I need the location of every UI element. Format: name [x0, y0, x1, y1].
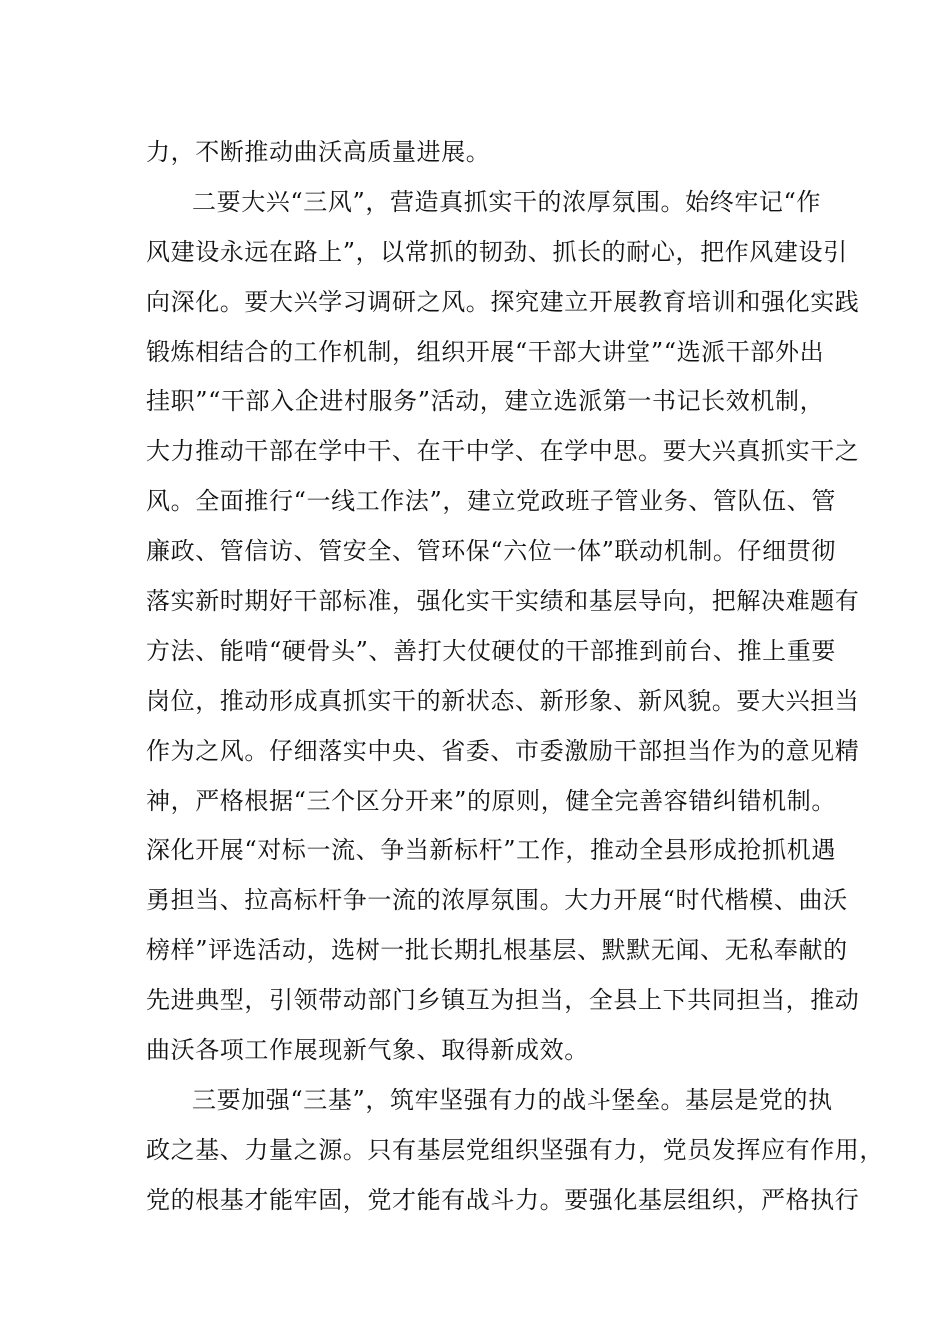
text-line: 党的根基才能牢固，党才能有战斗力。要强化基层组织，严格执行: [146, 1185, 860, 1214]
text-line: 挂职”“干部入企进村服务”活动，建立选派第一书记长效机制，: [146, 387, 825, 416]
text-line: 岗位，推动形成真抓实干的新状态、新形象、新风貌。要大兴担当: [146, 686, 860, 715]
paragraph-start-line: 三要加强“三基”，筑牢坚强有力的战斗堡垒。基层是党的执: [192, 1085, 833, 1114]
text-line: 风。全面推行“一线工作法”，建立党政班子管业务、管队伍、管: [146, 487, 836, 516]
paragraph-start-line: 二要大兴“三风”，营造真抓实干的浓厚氛围。始终牢记“作: [192, 187, 822, 216]
text-line: 曲沃各项工作展现新气象、取得新成效。: [146, 1036, 589, 1065]
text-line: 向深化。要大兴学习调研之风。探究建立开展教育培训和强化实践: [146, 287, 860, 316]
text-line: 榜样”评选活动，选树一批长期扎根基层、默默无闻、无私奉献的: [146, 936, 848, 965]
text-line: 深化开展“对标一流、争当新标杆”工作，推动全县形成抢抓机遇: [146, 836, 836, 865]
text-line: 力，不断推动曲沃高质量进展。: [146, 138, 491, 166]
text-line: 大力推动干部在学中干、在干中学、在学中思。要大兴真抓实干之: [146, 437, 860, 466]
text-line: 锻炼相结合的工作机制，组织开展“干部大讲堂”“选派干部外出: [146, 337, 825, 366]
text-line: 勇担当、拉高标杆争一流的浓厚氛围。大力开展“时代楷模、曲沃: [146, 886, 848, 915]
body-text: [146, 128, 884, 1226]
text-line: 风建设永远在路上”，以常抓的韧劲、抓长的耐心，把作风建设引: [146, 237, 848, 266]
text-line: 方法、能啃“硬骨头”、善打大仗硬仗的干部推到前台、推上重要: [146, 636, 836, 665]
text-line: 先进典型，引领带动部门乡镇互为担当，全县上下共同担当，推动: [146, 986, 860, 1015]
text-line: 政之基、力量之源。只有基层党组织坚强有力，党员发挥应有作用，: [146, 1135, 884, 1164]
text-line: 廉政、管信访、管安全、管环保“六位一体”联动机制。仔细贯彻: [146, 537, 836, 566]
text-line: 作为之风。仔细落实中央、省委、市委激励干部担当作为的意见精: [146, 736, 860, 765]
text-line: 神，严格根据“三个区分开来”的原则，健全完善容错纠错机制。: [146, 786, 836, 815]
text-line: 落实新时期好干部标准，强化实干实绩和基层导向，把解决难题有: [146, 587, 860, 616]
